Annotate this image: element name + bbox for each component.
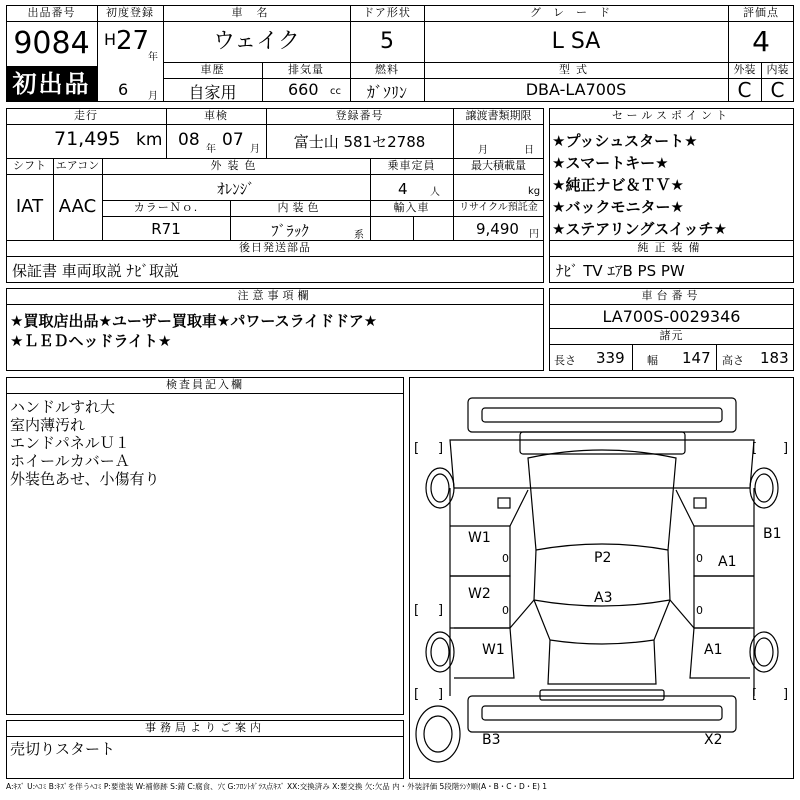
mileage-unit: km bbox=[136, 130, 163, 150]
ext-rating-label: 外装 bbox=[733, 63, 756, 76]
sales-points-label: セールスポイント bbox=[611, 109, 731, 122]
inspector-line-4: ホイールカバーＡ bbox=[10, 452, 130, 470]
ext-rating-value: C bbox=[737, 78, 752, 102]
inspector-line-2: 室内薄汚れ bbox=[10, 416, 86, 434]
first-reg-month-unit: 月 bbox=[148, 91, 158, 102]
office-label: 事務局よりご案内 bbox=[145, 721, 265, 734]
svg-text:]: ] bbox=[783, 441, 789, 456]
color-no-value: R71 bbox=[151, 220, 181, 238]
door-value: 5 bbox=[380, 29, 394, 54]
svg-text:[: [ bbox=[414, 441, 420, 456]
car-outline-svg bbox=[410, 378, 795, 780]
dims-label: 諸元 bbox=[659, 329, 684, 342]
mileage-value: 71,495 bbox=[54, 128, 121, 150]
mark-p2: P2 bbox=[594, 550, 612, 566]
ext-color-value: ｵﾚﾝｼﾞ bbox=[217, 180, 255, 198]
height-value: 183 bbox=[760, 349, 789, 367]
first-reg-label: 初度登録 bbox=[106, 6, 154, 19]
svg-text:0: 0 bbox=[696, 604, 703, 617]
notes-label: 注意事項欄 bbox=[237, 289, 313, 302]
svg-text:[: [ bbox=[752, 441, 758, 456]
recycle-unit: 円 bbox=[529, 229, 539, 240]
later-parts-value: 保証書 車両取説 ﾅﾋﾞ取説 bbox=[12, 262, 180, 280]
svg-text:0: 0 bbox=[696, 552, 703, 565]
lot-label: 出品番号 bbox=[27, 6, 76, 19]
transfer-day-unit: 日 bbox=[524, 145, 534, 156]
ext-color-label: 外装色 bbox=[210, 159, 262, 172]
first-reg-year: 27 bbox=[116, 26, 150, 56]
aircon-value: AAC bbox=[58, 196, 97, 217]
sales-point-5: ★ステアリングスイッチ★ bbox=[552, 220, 727, 238]
aircon-label: エアコン bbox=[55, 159, 100, 172]
legend-text: A:ｷｽﾞ U:ﾍｺﾐ B:ｷｽﾞを伴うﾍｺﾐ P:要塗装 W:補修跡 S:錆 C:腐食、穴 G:ﾌﾛﾝﾄｶﾞﾗｽ点ｷｽﾞ XX:交換済み X:要交換 欠:欠品 内・外装評価 5段階ﾗﾝｸ順(A・B・C・D・E) 1 bbox=[6, 782, 548, 791]
notes-line-1: ★買取店出品★ユーザー買取車★パワースライドドア★ bbox=[10, 312, 378, 330]
svg-text:]: ] bbox=[438, 603, 444, 618]
diagram-brackets bbox=[414, 441, 788, 702]
mark-a3: A3 bbox=[594, 590, 613, 606]
rating-label: 評価点 bbox=[743, 6, 779, 19]
int-rating-value: C bbox=[770, 78, 785, 102]
mark-x2: X2 bbox=[704, 732, 723, 748]
later-parts-label: 後日発送部品 bbox=[239, 241, 311, 254]
height-label: 高さ bbox=[722, 354, 744, 367]
svg-text:]: ] bbox=[438, 687, 444, 702]
svg-text:0: 0 bbox=[502, 552, 509, 565]
sales-point-3: ★純正ナビ＆ＴＶ★ bbox=[552, 176, 684, 194]
fuel-label: 燃料 bbox=[375, 63, 399, 76]
chassis-label: 車台番号 bbox=[641, 289, 702, 302]
svg-text:[: [ bbox=[414, 687, 420, 702]
rating-value: 4 bbox=[752, 25, 770, 58]
inspector-label: 検査員記入欄 bbox=[166, 378, 244, 391]
color-no-label: カラーＮｏ. bbox=[133, 201, 199, 214]
capacity-label: 乗車定員 bbox=[387, 159, 436, 172]
inspector-line-5: 外装色あせ、小傷有り bbox=[10, 470, 160, 488]
displacement-label: 排気量 bbox=[288, 63, 324, 76]
recycle-label: リサイクル預託金 bbox=[459, 202, 538, 213]
inspector-line-3: エンドパネルＵ１ bbox=[10, 434, 130, 452]
mark-a1-right-bottom: A1 bbox=[704, 642, 723, 658]
svg-text:0: 0 bbox=[502, 604, 509, 617]
office-value: 売切りスタート bbox=[10, 740, 116, 758]
capacity-unit: 人 bbox=[430, 187, 440, 198]
mileage-label: 走行 bbox=[74, 109, 98, 122]
first-reg-era: H bbox=[104, 30, 117, 49]
grade-value: L SA bbox=[551, 29, 601, 54]
int-color-value: ﾌﾞﾗｯｸ bbox=[271, 222, 309, 240]
first-reg-month: 6 bbox=[118, 80, 129, 99]
svg-text:]: ] bbox=[438, 441, 444, 456]
fuel-value: ｶﾞｿﾘﾝ bbox=[366, 83, 407, 102]
svg-text:]: ] bbox=[783, 687, 789, 702]
import-label: 輸入車 bbox=[393, 201, 430, 214]
reg-no-value: 富士山 581セ2788 bbox=[293, 133, 426, 151]
inspection-year-unit: 年 bbox=[206, 144, 216, 155]
int-color-unit: 系 bbox=[354, 230, 364, 241]
reg-no-label: 登録番号 bbox=[335, 109, 384, 122]
sales-point-1: ★プッシュスタート★ bbox=[552, 132, 698, 150]
inspection-year: 08 bbox=[178, 130, 200, 150]
capacity-value: 4 bbox=[398, 180, 408, 198]
lot-number: 9084 bbox=[13, 26, 90, 61]
mark-w2-left-rear: W2 bbox=[468, 586, 491, 602]
history-value: 自家用 bbox=[188, 83, 237, 102]
genuine-value: ﾅﾋﾞ TV ｴｱB PS PW bbox=[556, 262, 685, 280]
grade-label: グレード bbox=[530, 6, 622, 19]
width-value: 147 bbox=[682, 349, 711, 367]
model-value: DBA-LA700S bbox=[525, 80, 627, 99]
inspector-line-1: ハンドルすれ大 bbox=[10, 398, 116, 416]
mark-b3: B3 bbox=[482, 732, 501, 748]
genuine-label: 純正装備 bbox=[637, 241, 706, 254]
shift-value: IAT bbox=[15, 196, 44, 217]
model-label: 型式 bbox=[559, 63, 593, 76]
car-name-value: ウェイク bbox=[213, 29, 300, 54]
first-reg-year-unit: 年 bbox=[148, 52, 158, 63]
length-value: 339 bbox=[596, 349, 625, 367]
door-label: ドア形状 bbox=[363, 6, 411, 19]
first-listing-label: 初出品 bbox=[12, 70, 91, 98]
transfer-month-unit: 月 bbox=[478, 145, 488, 156]
inspection-label: 車検 bbox=[204, 109, 228, 122]
mark-w1-left-front: W1 bbox=[468, 530, 491, 546]
mark-b1: B1 bbox=[763, 526, 782, 542]
displacement-value: 660 bbox=[288, 80, 319, 99]
load-label: 最大積載量 bbox=[471, 159, 526, 172]
notes-line-2: ★ＬＥＤヘッドライト★ bbox=[10, 332, 172, 350]
inspection-month-unit: 月 bbox=[250, 144, 260, 155]
int-color-label: 内装色 bbox=[277, 201, 323, 214]
car-name-label: 車名 bbox=[231, 6, 282, 19]
history-label: 車歴 bbox=[200, 63, 225, 76]
sales-point-4: ★バックモニター★ bbox=[552, 198, 684, 216]
length-label: 長さ bbox=[554, 354, 576, 367]
int-rating-label: 内装 bbox=[766, 63, 789, 76]
width-label: 幅 bbox=[647, 354, 658, 367]
sales-point-2: ★スマートキー★ bbox=[552, 154, 669, 172]
mark-a1-right: A1 bbox=[718, 554, 737, 570]
shift-label: シフト bbox=[13, 159, 46, 172]
svg-text:[: [ bbox=[414, 603, 420, 618]
chassis-value: LA700S-0029346 bbox=[602, 307, 741, 326]
mark-w1-left-bottom: W1 bbox=[482, 642, 505, 658]
damage-diagram bbox=[409, 377, 794, 779]
recycle-value: 9,490 bbox=[476, 220, 519, 238]
inspection-month: 07 bbox=[222, 130, 244, 150]
svg-text:[: [ bbox=[752, 687, 758, 702]
transfer-label: 譲渡書類期限 bbox=[465, 109, 532, 122]
load-unit: kg bbox=[528, 186, 541, 197]
displacement-unit: cc bbox=[330, 86, 341, 97]
